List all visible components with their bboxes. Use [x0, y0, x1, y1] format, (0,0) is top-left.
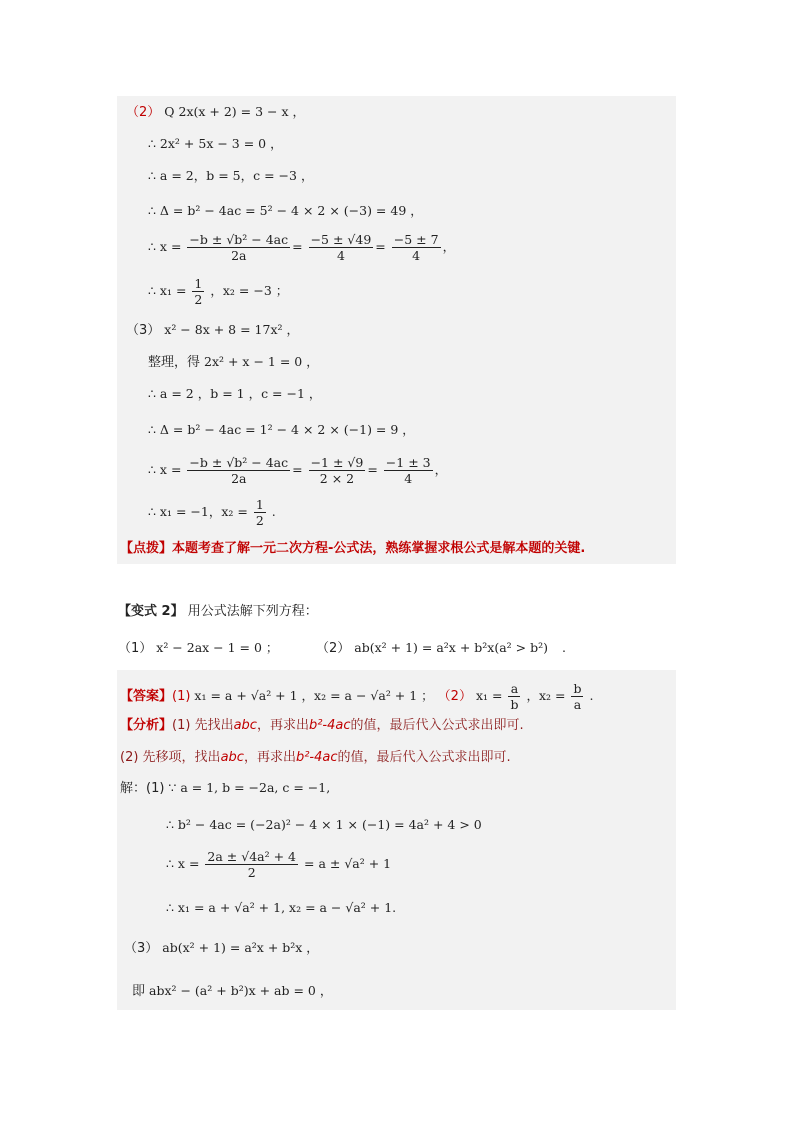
analysis-line2-a: (2) 先移项，找出	[120, 750, 221, 765]
part2-line1	[126, 104, 305, 121]
part2-eq4: ∴ Δ = b² − 4ac = 5² − 4 × 2 × (−3) = 49 ，	[148, 203, 423, 218]
part3-f2-den: 2 × 2	[319, 471, 355, 486]
solution-line-2	[166, 817, 482, 833]
analysis-line1-b: ，再求出	[256, 718, 309, 733]
part3-fraction-1	[187, 455, 290, 486]
part2-eq1: Q 2x(x + 2) = 3 − x ，	[164, 104, 305, 119]
part2-eq6-suffix: ，x₂ = −3 ；	[210, 283, 289, 298]
solution-p3-label: （3）	[124, 941, 159, 956]
part3-eq6-den: 2	[255, 513, 264, 528]
answer-p2-x1: x₁ =	[475, 688, 503, 703]
part2-eq2: ∴ 2x² + 5x − 3 = 0 ，	[148, 136, 283, 151]
part3-eq2: 2x² + x − 1 = 0 ，	[204, 354, 319, 369]
part2-line4	[148, 203, 423, 219]
part2-fraction-1	[187, 232, 290, 263]
part2-eq3: ∴ a = 2，b = 5，c = −3 ，	[148, 168, 314, 183]
solution-eq1: ∵ a = 1, b = −2a, c = −1,	[168, 780, 331, 795]
analysis-line-1	[120, 718, 524, 734]
solution-eq2: ∴ b² − 4ac = (−2a)² − 4 × 1 × (−1) = 4a² + 4 > 0	[166, 817, 482, 832]
analysis-line-2	[120, 750, 511, 766]
answer-x1-fraction	[508, 681, 520, 712]
analysis-line2-b: ，再求出	[243, 750, 296, 765]
part3-line4	[148, 422, 415, 438]
answer-x1-den: b	[510, 697, 519, 712]
solution-eq4: ∴ x₁ = a + √a² + 1, x₂ = a − √a² + 1.	[166, 900, 397, 915]
answer-p2-end: .	[589, 688, 594, 703]
part2-eq6-num: 1	[194, 276, 203, 291]
analysis-line2-expr: b²-4ac	[295, 750, 338, 765]
variant-text: 用公式法解下列方程：	[187, 604, 318, 619]
solution-eq3-den: 2	[247, 865, 256, 880]
solution-p3-line2-text: 即	[132, 984, 146, 999]
part3-f3-num: −1 ± 3	[385, 455, 431, 470]
solution-line-5	[124, 940, 319, 957]
part3-eq2-text: 整理，得	[148, 355, 201, 370]
answer-x1-num: a	[508, 681, 520, 697]
solution-eq3-fraction	[205, 849, 298, 880]
part3-line5: ∴ x = $\frac{\text{−b ± √b² − 4ac}}{2a}$ = $\frac{-1 \pm √9}{2 \times 2}$ = $\frac{-1 \pm 3}{4}$ ，	[148, 455, 448, 486]
tip-line	[120, 541, 585, 557]
answer-line	[120, 681, 593, 712]
answer-x2-den: a	[573, 697, 582, 712]
answer-x2-num: b	[573, 681, 582, 696]
part3-f2-num: −1 ± √9	[310, 455, 364, 470]
analysis-line1-c: 的值，最后代入公式求出即可.	[350, 718, 524, 733]
solution-line-3	[166, 849, 391, 880]
part3-line6	[148, 497, 276, 528]
answer-p2-label: （2）	[437, 689, 472, 704]
part3-eq6-fraction	[254, 497, 266, 528]
solution-p3-line2: abx² − (a² + b²)x + ab = 0 ，	[149, 983, 333, 998]
solution-line-4	[166, 900, 396, 916]
part3-line2	[148, 354, 319, 371]
analysis-line2-abc: abc	[220, 750, 244, 765]
part3-eq6-prefix: ∴ x₁ = −1，x₂ =	[148, 504, 248, 519]
variant-questions	[118, 640, 278, 657]
part3-line1	[126, 322, 299, 339]
solution-eq3-prefix: ∴ x =	[166, 856, 200, 871]
answer-p2-x2: ，x₂ =	[526, 688, 566, 703]
answer-tag: 【答案】	[120, 689, 173, 704]
analysis-line1-expr: b²-4ac	[308, 718, 351, 733]
solution-line-6	[132, 983, 332, 1000]
solution-line-1	[120, 780, 330, 797]
part3-fraction-2	[309, 455, 366, 486]
part3-f3-den: 4	[404, 471, 413, 486]
tip-tag: 【点拨】	[120, 541, 173, 556]
answer-x2-fraction	[571, 681, 583, 712]
solution-eq3-suffix: = a ± √a² + 1	[304, 856, 392, 871]
answer-p1-label: (1)	[172, 689, 191, 704]
analysis-tag: 【分析】	[120, 718, 173, 733]
variant-title	[118, 604, 318, 620]
part2-f1-num: −b ± √b² − 4ac	[189, 232, 289, 247]
part2-f3-num: −5 ± 7	[393, 232, 439, 247]
q1-label: （1）	[118, 641, 153, 656]
part3-eq5-prefix: ∴ x =	[148, 462, 182, 477]
part2-eq5-prefix: ∴ x =	[148, 239, 182, 254]
solution-label: 解：(1)	[120, 781, 165, 796]
analysis-line2-c: 的值，最后代入公式求出即可.	[337, 750, 511, 765]
part2-f1-den: 2a	[231, 248, 247, 263]
solution-eq3-num: 2a ± √4a² + 4	[207, 849, 297, 864]
part2-line2	[148, 136, 283, 152]
part3-eq6-suffix: .	[271, 504, 276, 519]
part3-label: （3）	[126, 323, 161, 338]
analysis-line1-a: (1) 先找出	[172, 718, 234, 733]
variant-question-2	[316, 640, 566, 657]
part3-eq1: x² − 8x + 8 = 17x² ，	[164, 322, 299, 337]
part2-eq6-den: 2	[194, 292, 203, 307]
part2-f2-den: 4	[336, 248, 345, 263]
part3-line3	[148, 386, 321, 402]
part2-fraction-2	[309, 232, 374, 263]
part3-eq4: ∴ Δ = b² − 4ac = 1² − 4 × 2 × (−1) = 9 ，	[148, 422, 415, 437]
part2-line6	[148, 276, 288, 307]
q1-eq: x² − 2ax − 1 = 0 ；	[156, 640, 279, 655]
solution-p3-eq: ab(x² + 1) = a²x + b²x ，	[162, 940, 319, 955]
part2-f2-num: −5 ± √49	[310, 232, 372, 247]
part3-f1-den: 2a	[231, 471, 247, 486]
part2-label: （2）	[126, 105, 161, 120]
tip-text: 本题考查了解一元二次方程-公式法，熟练掌握求根公式是解本题的关键.	[172, 541, 586, 556]
q2-label: （2）	[316, 641, 351, 656]
analysis-line1-abc: abc	[233, 718, 257, 733]
part3-eq3: ∴ a = 2 ，b = 1 ，c = −1 ，	[148, 386, 322, 401]
answer-p1: x₁ = a + √a² + 1 ，x₂ = a − √a² + 1 ；	[194, 688, 434, 703]
part2-fraction-3	[392, 232, 441, 263]
part2-line5: ∴ x = $\frac{\text{−b ± √b² − 4ac}}{2a}$ = $\frac{-5 \pm √49}{4}$ = $\frac{-5 \pm 7}{4}$ ，	[148, 232, 456, 263]
part3-eq6-num: 1	[255, 497, 264, 512]
part3-fraction-3	[384, 455, 433, 486]
variant-tag: 【变式 2】	[118, 604, 184, 619]
part2-eq6-fraction	[192, 276, 204, 307]
part3-f1-num: −b ± √b² − 4ac	[189, 455, 289, 470]
q2-end: .	[561, 640, 566, 655]
part2-line3	[148, 168, 313, 184]
part2-eq6-prefix: ∴ x₁ =	[148, 283, 187, 298]
q2-eq: ab(x² + 1) = a²x + b²x(a² > b²)	[354, 640, 548, 655]
part2-f3-den: 4	[412, 248, 421, 263]
